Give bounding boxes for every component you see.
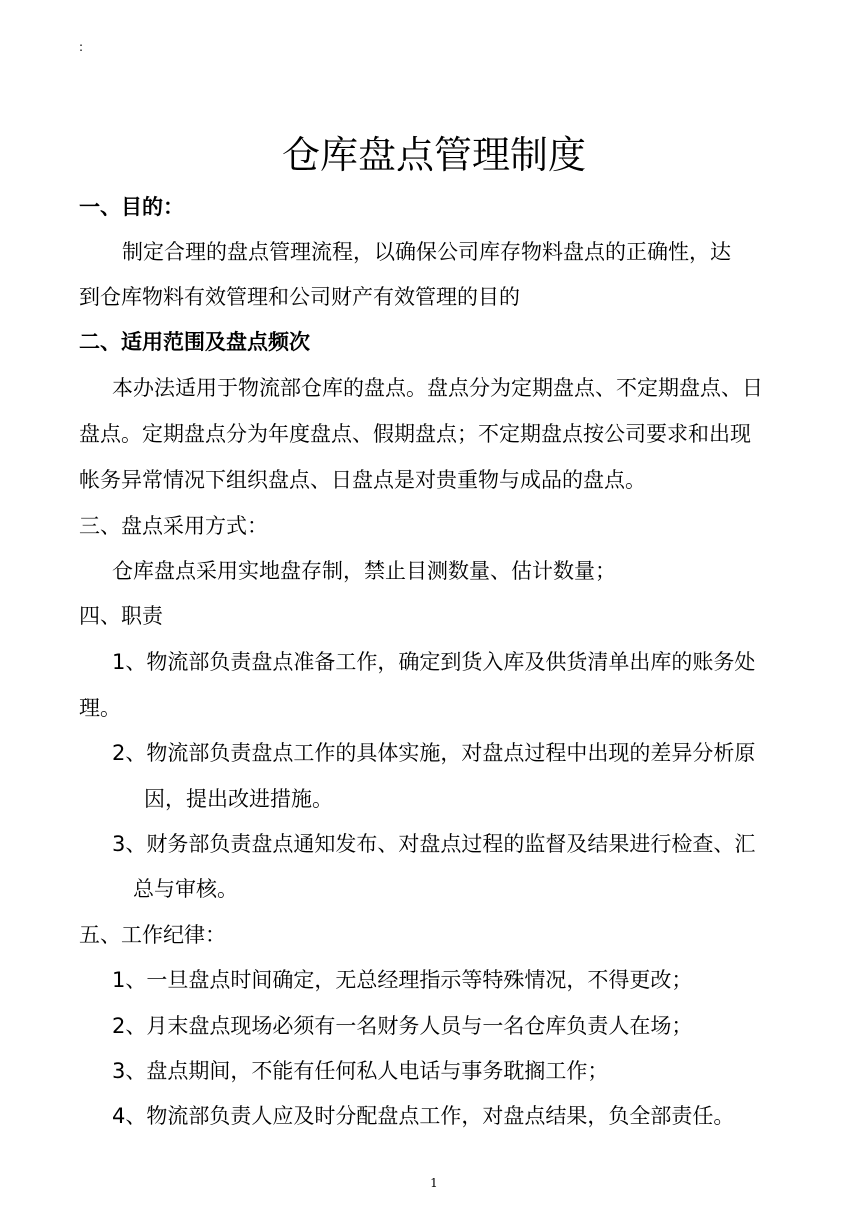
section-heading-3: 三、盘点采用方式： <box>79 514 268 538</box>
list-item: 3、盘点期间，不能有任何私人电话与事务耽搁工作； <box>112 1059 609 1083</box>
section-heading-1: 一、目的： <box>79 195 184 219</box>
paragraph-line: 仓库盘点采用实地盘存制，禁止目测数量、估计数量； <box>112 559 616 583</box>
document-title: 仓库盘点管理制度 <box>281 133 586 177</box>
header-mark: : <box>79 40 84 54</box>
paragraph-line: 制定合理的盘点管理流程，以确保公司库存物料盘点的正确性，达 <box>122 240 731 264</box>
paragraph-line: 本办法适用于物流部仓库的盘点。盘点分为定期盘点、不定期盘点、日 <box>112 376 763 400</box>
list-item-continuation: 总与审核。 <box>133 877 238 901</box>
list-item: 4、物流部负责人应及时分配盘点工作，对盘点结果，负全部责任。 <box>112 1104 735 1128</box>
list-item: 2、物流部负责盘点工作的具体实施，对盘点过程中出现的差异分析原 <box>112 741 756 765</box>
list-item-continuation: 因，提出改进措施。 <box>144 787 333 811</box>
list-item-continuation: 理。 <box>79 696 121 720</box>
section-heading-5: 五、工作纪律： <box>79 923 226 947</box>
paragraph-line: 盘点。定期盘点分为年度盘点、假期盘点；不定期盘点按公司要求和出现 <box>79 422 751 446</box>
paragraph-line: 到仓库物料有效管理和公司财产有效管理的目的 <box>79 285 520 309</box>
section-heading-4: 四、职责 <box>79 604 163 628</box>
list-item: 2、月末盘点现场必须有一名财务人员与一名仓库负责人在场； <box>112 1014 693 1038</box>
list-item: 3、财务部负责盘点通知发布、对盘点过程的监督及结果进行检查、汇 <box>112 832 756 856</box>
list-item: 1、物流部负责盘点准备工作，确定到货入库及供货清单出库的账务处 <box>112 650 756 674</box>
paragraph-line: 帐务异常情况下组织盘点、日盘点是对贵重物与成品的盘点。 <box>79 468 646 492</box>
list-item: 1、一旦盘点时间确定，无总经理指示等特殊情况，不得更改； <box>112 968 693 992</box>
page-number: 1 <box>430 1176 438 1190</box>
section-heading-2: 二、适用范围及盘点频次 <box>79 330 310 354</box>
